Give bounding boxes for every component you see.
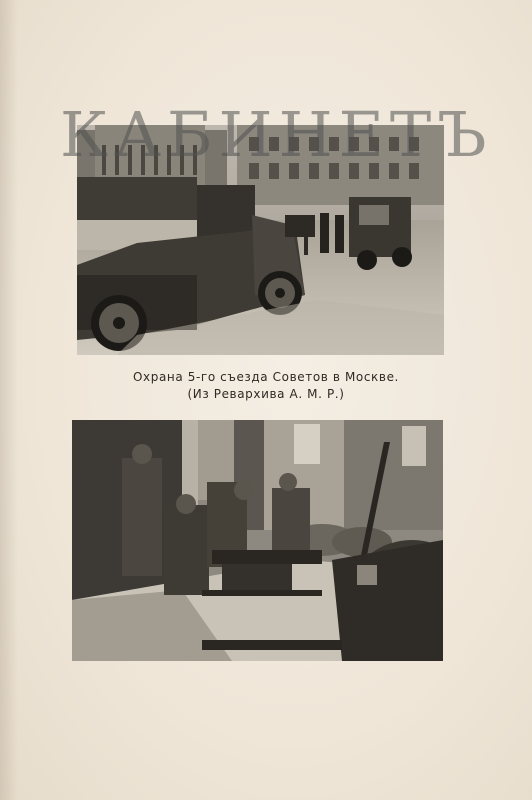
- photo-soldiers-machine-gun: [72, 420, 443, 661]
- photo-caption-title: Охрана 5-го съезда Советов в Москве.: [133, 370, 399, 384]
- photo-caption-source: (Из Реварxива А. М. Р.): [187, 387, 345, 401]
- photo-armored-car: [77, 125, 444, 355]
- watermark-stamp: КАБИНЕТЪ: [60, 98, 493, 171]
